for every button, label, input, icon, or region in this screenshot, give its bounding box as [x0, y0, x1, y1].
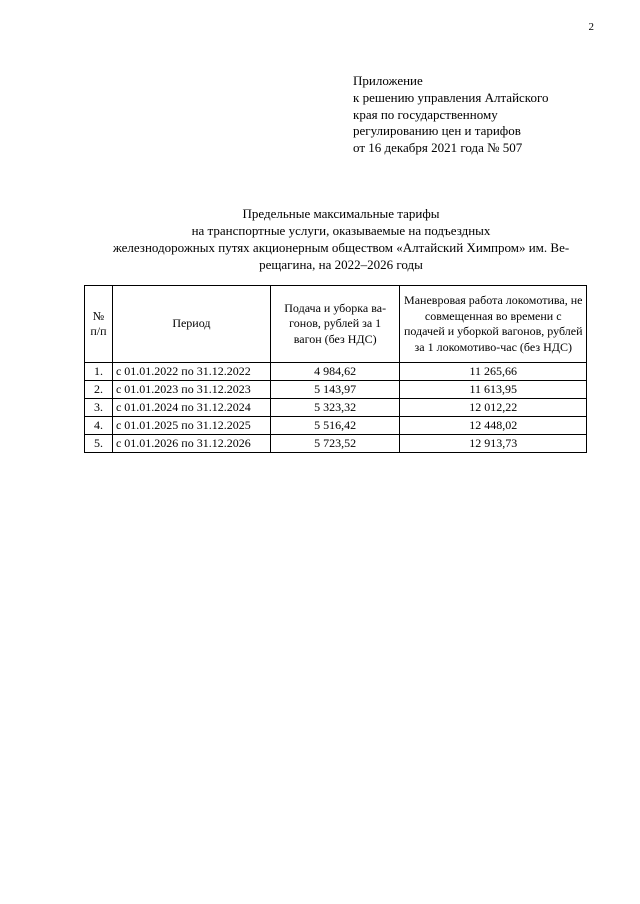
tariff-table-body: [85, 363, 587, 453]
title-line: железнодорожных путях акционерным обществом «Алтайский Химпром» им. Ве-: [112, 240, 570, 255]
table-row: [85, 417, 587, 435]
row-num: 5.: [85, 435, 113, 453]
table-row: [85, 435, 587, 453]
table-row: [85, 399, 587, 417]
row-period: с 01.01.2023 по 31.12.2023: [112, 381, 270, 399]
row-shunting: 12 012,22: [400, 399, 587, 417]
row-num: 3.: [85, 399, 113, 417]
row-shunting: 12 448,02: [400, 417, 587, 435]
row-num: 2.: [85, 381, 113, 399]
row-supply: 5 723,52: [270, 435, 400, 453]
tariff-table-head: [85, 286, 587, 363]
tariff-table: [84, 285, 587, 453]
table-row: [85, 381, 587, 399]
table-row: [85, 363, 587, 381]
document-title: [86, 205, 596, 273]
appendix-line: от 16 декабря 2021 года № 507: [353, 140, 523, 156]
row-supply: 5 516,42: [270, 417, 400, 435]
page-number: 2: [588, 21, 594, 33]
row-shunting: 11 265,66: [400, 363, 587, 381]
header-supply: Подача и уборка ва-гонов, рублей за 1 вагон (без НДС): [270, 286, 400, 363]
title-line: рещагина, на 2022–2026 годы: [259, 257, 423, 272]
row-period: с 01.01.2022 по 31.12.2022: [112, 363, 270, 381]
row-num: 1.: [85, 363, 113, 381]
header-shunting: Маневровая работа локомотива, не совмещенная во времени с подачей и уборкой вагонов, рублей за 1 локомотиво-час (без НДС): [400, 286, 587, 363]
appendix-header: [353, 73, 593, 157]
row-shunting: 11 613,95: [400, 381, 587, 399]
header-period: Период: [112, 286, 270, 363]
row-supply: 4 984,62: [270, 363, 400, 381]
appendix-line: края по государственному: [353, 106, 498, 122]
row-period: с 01.01.2026 по 31.12.2026: [112, 435, 270, 453]
appendix-line: регулированию цен и тарифов: [353, 123, 521, 139]
appendix-line: Приложение: [353, 73, 423, 88]
title-line: Предельные максимальные тарифы: [242, 206, 440, 221]
row-shunting: 12 913,73: [400, 435, 587, 453]
row-supply: 5 323,32: [270, 399, 400, 417]
row-period: с 01.01.2025 по 31.12.2025: [112, 417, 270, 435]
title-line: на транспортные услуги, оказываемые на подъездных: [191, 223, 491, 238]
row-num: 4.: [85, 417, 113, 435]
appendix-line: к решению управления Алтайского: [353, 89, 549, 105]
header-row: [85, 286, 587, 363]
row-supply: 5 143,97: [270, 381, 400, 399]
header-num: № п/п: [85, 286, 113, 363]
row-period: с 01.01.2024 по 31.12.2024: [112, 399, 270, 417]
